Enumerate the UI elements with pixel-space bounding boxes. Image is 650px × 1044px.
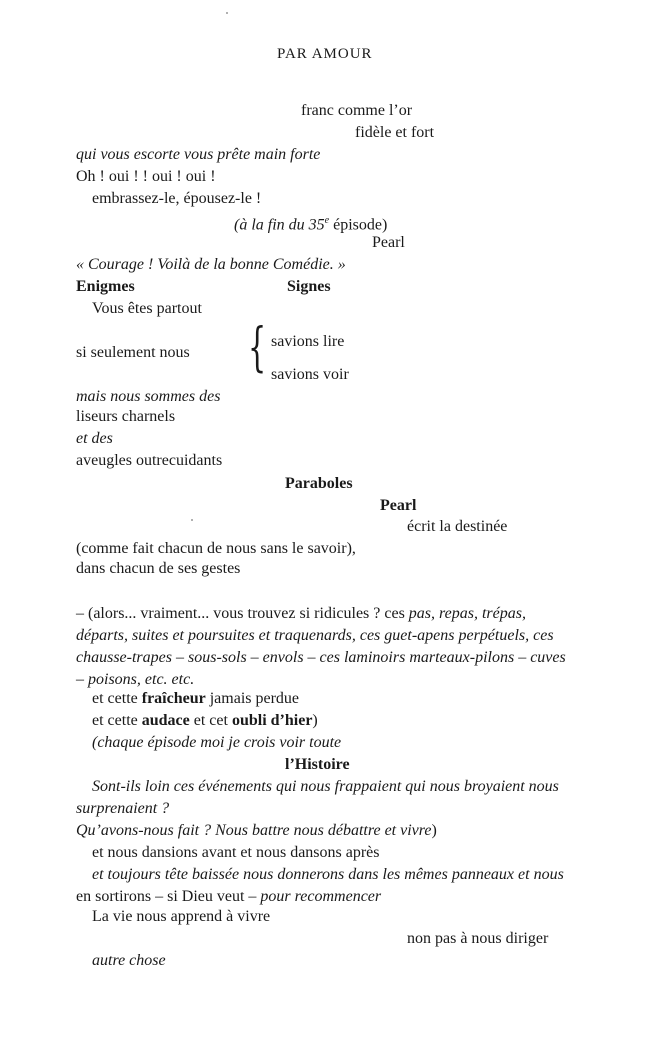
text-span: – (alors... vraiment... vous trouvez si ridicules ? ces [76,605,409,622]
text-span: oubli d’hier [231,712,313,729]
heading-pearl: Pearl [380,497,417,514]
text-line [92,710,318,732]
text-line: savions lire [271,333,345,350]
text-span: pour recommencer [260,888,382,905]
text-line: écrit la destinée [407,518,508,535]
heading-signes: Signes [287,278,331,295]
heading-paraboles: Paraboles [285,475,353,492]
brace-symbol: { [248,318,267,378]
text-line: et nous dansions avant et nous dansons après [92,844,380,861]
text-line [76,886,381,908]
text-line [76,603,526,625]
text-line: Vous êtes partout [92,300,202,317]
text-line: autre chose [92,952,166,969]
heading-enigmes: Enigmes [76,278,135,295]
text-span: jamais perdue [205,690,300,707]
text-line: mais nous sommes des [76,388,221,405]
text-span: Qu’avons-nous fait ? Nous battre nous débattre et vivre [76,822,432,839]
paper-fleck [226,12,228,14]
text-span: et cette [92,690,142,707]
text-line: et toujours tête baissée nous donnerons dans les mêmes panneaux et nous [92,866,564,883]
heading-histoire: l’Histoire [285,756,350,773]
text-span: audace [141,712,190,729]
text-span: en sortirons – si Dieu veut – [76,888,261,905]
text-span: fraîcheur [141,690,206,707]
text-line: liseurs charnels [76,408,176,425]
text-line: savions voir [271,366,349,383]
text-span: et cet [189,712,232,729]
text-line: fidèle et fort [355,124,435,141]
text-line [234,210,387,236]
text-line: aveugles outrecuidants [76,452,223,469]
paper-fleck [191,519,193,521]
text-line: si seulement nous [76,344,190,361]
text-line: chausse-trapes – sous-sols – envols – ces laminoirs marteaux-pilons – cuves [76,649,566,666]
text-span: et cette [92,712,142,729]
text-line [76,820,437,842]
text-line: départs, suites et poursuites et traquenards, ces guet-apens perpétuels, ces [76,627,554,644]
text-line: dans chacun de ses gestes [76,560,241,577]
text-line: et des [76,430,113,447]
text-line: non pas à nous diriger [407,930,549,947]
text-line: franc comme l’or [301,102,413,119]
text-line: Pearl [372,234,405,251]
text-line: (comme fait chacun de nous sans le savoir), [76,540,356,557]
text-line [92,688,299,710]
text-line: Sont-ils loin ces événements qui nous frappaient qui nous broyaient nous [92,778,559,795]
text-line: (chaque épisode moi je crois voir toute [92,734,342,751]
text-line: La vie nous apprend à vivre [92,908,271,925]
text-line: « Courage ! Voilà de la bonne Comédie. » [76,256,346,273]
text-span: ) [431,822,437,839]
text-span: ) [312,712,318,729]
text-line: surprenaient ? [76,800,170,817]
text-line: embrassez-le, épousez-le ! [92,190,262,207]
text-span: épisode) [329,216,388,234]
page-title: PAR AMOUR [277,46,373,62]
text-span: pas, repas, trépas, [408,605,526,622]
text-line: qui vous escorte vous prête main forte [76,146,321,163]
text-line: – poisons, etc. etc. [76,671,195,688]
text-line: Oh ! oui ! ! oui ! oui ! [76,168,216,185]
text-span: (à la fin du 35 [234,216,325,234]
superscript: e [324,215,330,226]
